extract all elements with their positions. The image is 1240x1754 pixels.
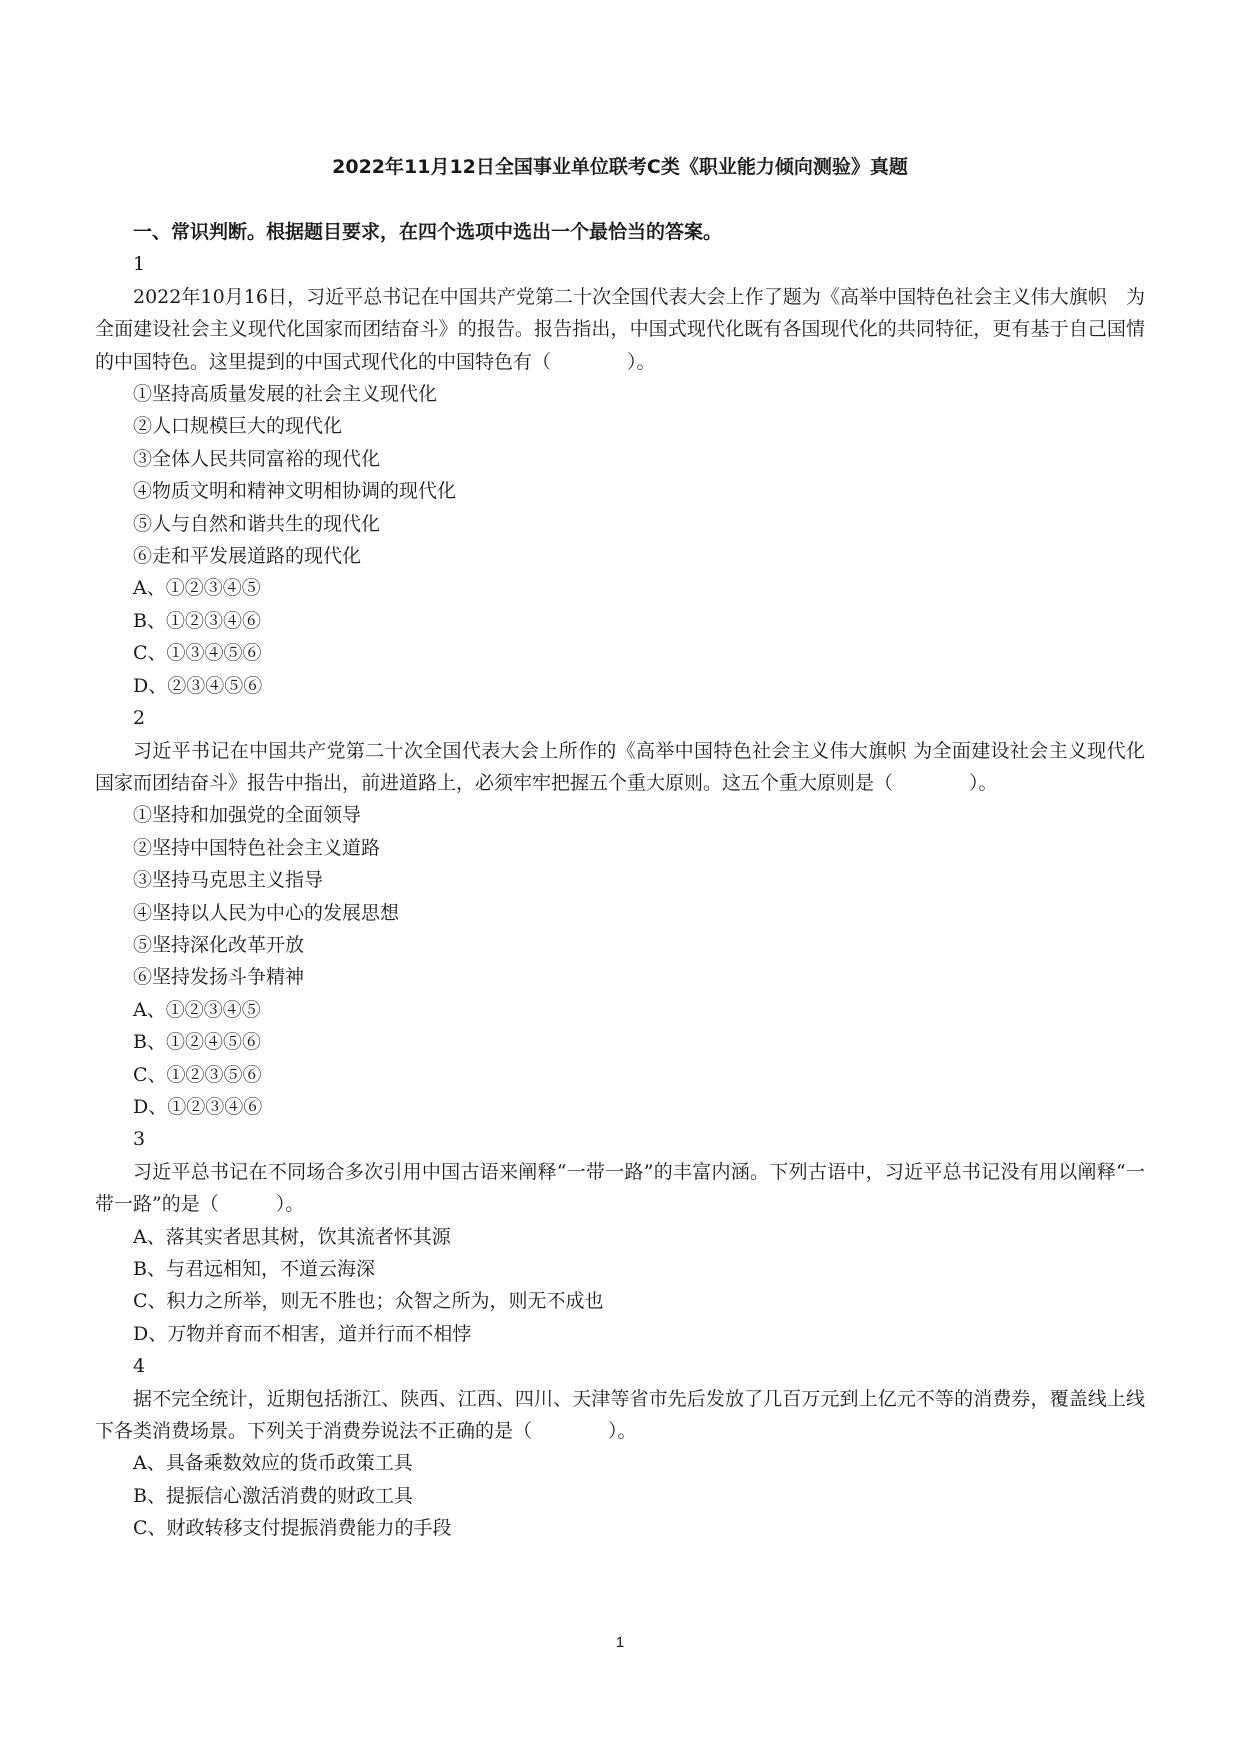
stem-item: ④物质文明和精神文明相协调的现代化 xyxy=(133,480,457,503)
stem-item: ④坚持以人民为中心的发展思想 xyxy=(133,901,400,924)
answer-option-b: B、①②④⑤⑥ xyxy=(133,1031,261,1054)
question-4 xyxy=(95,1350,1145,1544)
stem-item: ⑥坚持发扬斗争精神 xyxy=(133,966,305,989)
answer-option-d: D、①②③④⑥ xyxy=(133,1095,263,1118)
stem-item: ③全体人民共同富裕的现代化 xyxy=(133,447,381,470)
question-1 xyxy=(95,248,1145,702)
stem-item: ②人口规模巨大的现代化 xyxy=(133,415,343,438)
answer-option-b: B、提振信心激活消费的财政工具 xyxy=(133,1484,413,1507)
question-3 xyxy=(95,1123,1145,1350)
answer-option-c: C、①②③⑤⑥ xyxy=(133,1063,262,1086)
question-number: 2 xyxy=(133,707,146,730)
section-heading: 一、常识判断。根据题目要求，在四个选项中选出一个最恰当的答案。 xyxy=(133,221,723,243)
question-2 xyxy=(95,702,1145,1123)
question-number: 1 xyxy=(133,253,146,276)
question-stem: 习近平书记在中国共产党第二十次全国代表大会上所作的《高举中国特色社会主义伟大旗帜 为全面建设社会主义现代化国家而团结奋斗》报告中指出，前进道路上，必须牢牢把握五个重大原则。这五个重大原则是（ ）。 xyxy=(95,739,1145,794)
question-stem: 习近平总书记在不同场合多次引用中国古语来阐释“一带一路”的丰富内涵。下列古语中，习近平总书记没有用以阐释“一带一路”的是（ ）。 xyxy=(95,1160,1145,1216)
answer-option-a: A、①②③④⑤ xyxy=(133,577,261,600)
stem-item: ②坚持中国特色社会主义道路 xyxy=(133,836,381,859)
stem-item: ①坚持高质量发展的社会主义现代化 xyxy=(133,383,438,406)
answer-option-a: A、①②③④⑤ xyxy=(133,998,261,1021)
answer-option-d: D、②③④⑤⑥ xyxy=(133,674,263,697)
answer-option-b: B、①②③④⑥ xyxy=(133,609,261,632)
question-number: 3 xyxy=(133,1128,146,1151)
answer-option-d: D、万物并育而不相害，道并行而不相悖 xyxy=(133,1322,472,1345)
page-number: 1 xyxy=(615,1634,625,1651)
stem-item: ③坚持马克思主义指导 xyxy=(133,869,324,892)
stem-item: ⑤坚持深化改革开放 xyxy=(133,933,305,956)
question-stem: 据不完全统计，近期包括浙江、陕西、江西、四川、天津等省市先后发放了几百万元到上亿元不等的消费券，覆盖线上线下各类消费场景。下列关于消费券说法不正确的是（ ）。 xyxy=(95,1387,1145,1443)
answer-option-a: A、具备乘数效应的货币政策工具 xyxy=(133,1452,413,1475)
answer-option-a: A、落其实者思其树，饮其流者怀其源 xyxy=(133,1225,451,1248)
answer-option-b: B、与君远相知，不道云海深 xyxy=(133,1258,375,1280)
question-stem: 2022年10月16日，习近平总书记在中国共产党第二十次全国代表大会上作了题为《高举中国特色社会主义伟大旗帜 为全面建设社会主义现代化国家而团结奋斗》的报告。报告指出，中国式现代化既有各国现代化的共同特征，更有基于自己国情的中国特色。这里提到的中国式现代化的中国特色有（ ）。 xyxy=(95,285,1145,373)
answer-option-c: C、积力之所举，则无不胜也；众智之所为，则无不成也 xyxy=(133,1290,604,1313)
stem-item: ⑥走和平发展道路的现代化 xyxy=(133,545,362,568)
answer-option-c: C、①③④⑤⑥ xyxy=(133,642,262,665)
document-body xyxy=(95,216,1145,1545)
question-number: 4 xyxy=(133,1355,146,1378)
stem-item: ⑤人与自然和谐共生的现代化 xyxy=(133,512,381,535)
document-title: 2022年11月12日全国事业单位联考C类《职业能力倾向测验》真题 xyxy=(332,156,908,178)
answer-option-c: C、财政转移支付提振消费能力的手段 xyxy=(133,1517,452,1540)
stem-item: ①坚持和加强党的全面领导 xyxy=(133,804,362,827)
